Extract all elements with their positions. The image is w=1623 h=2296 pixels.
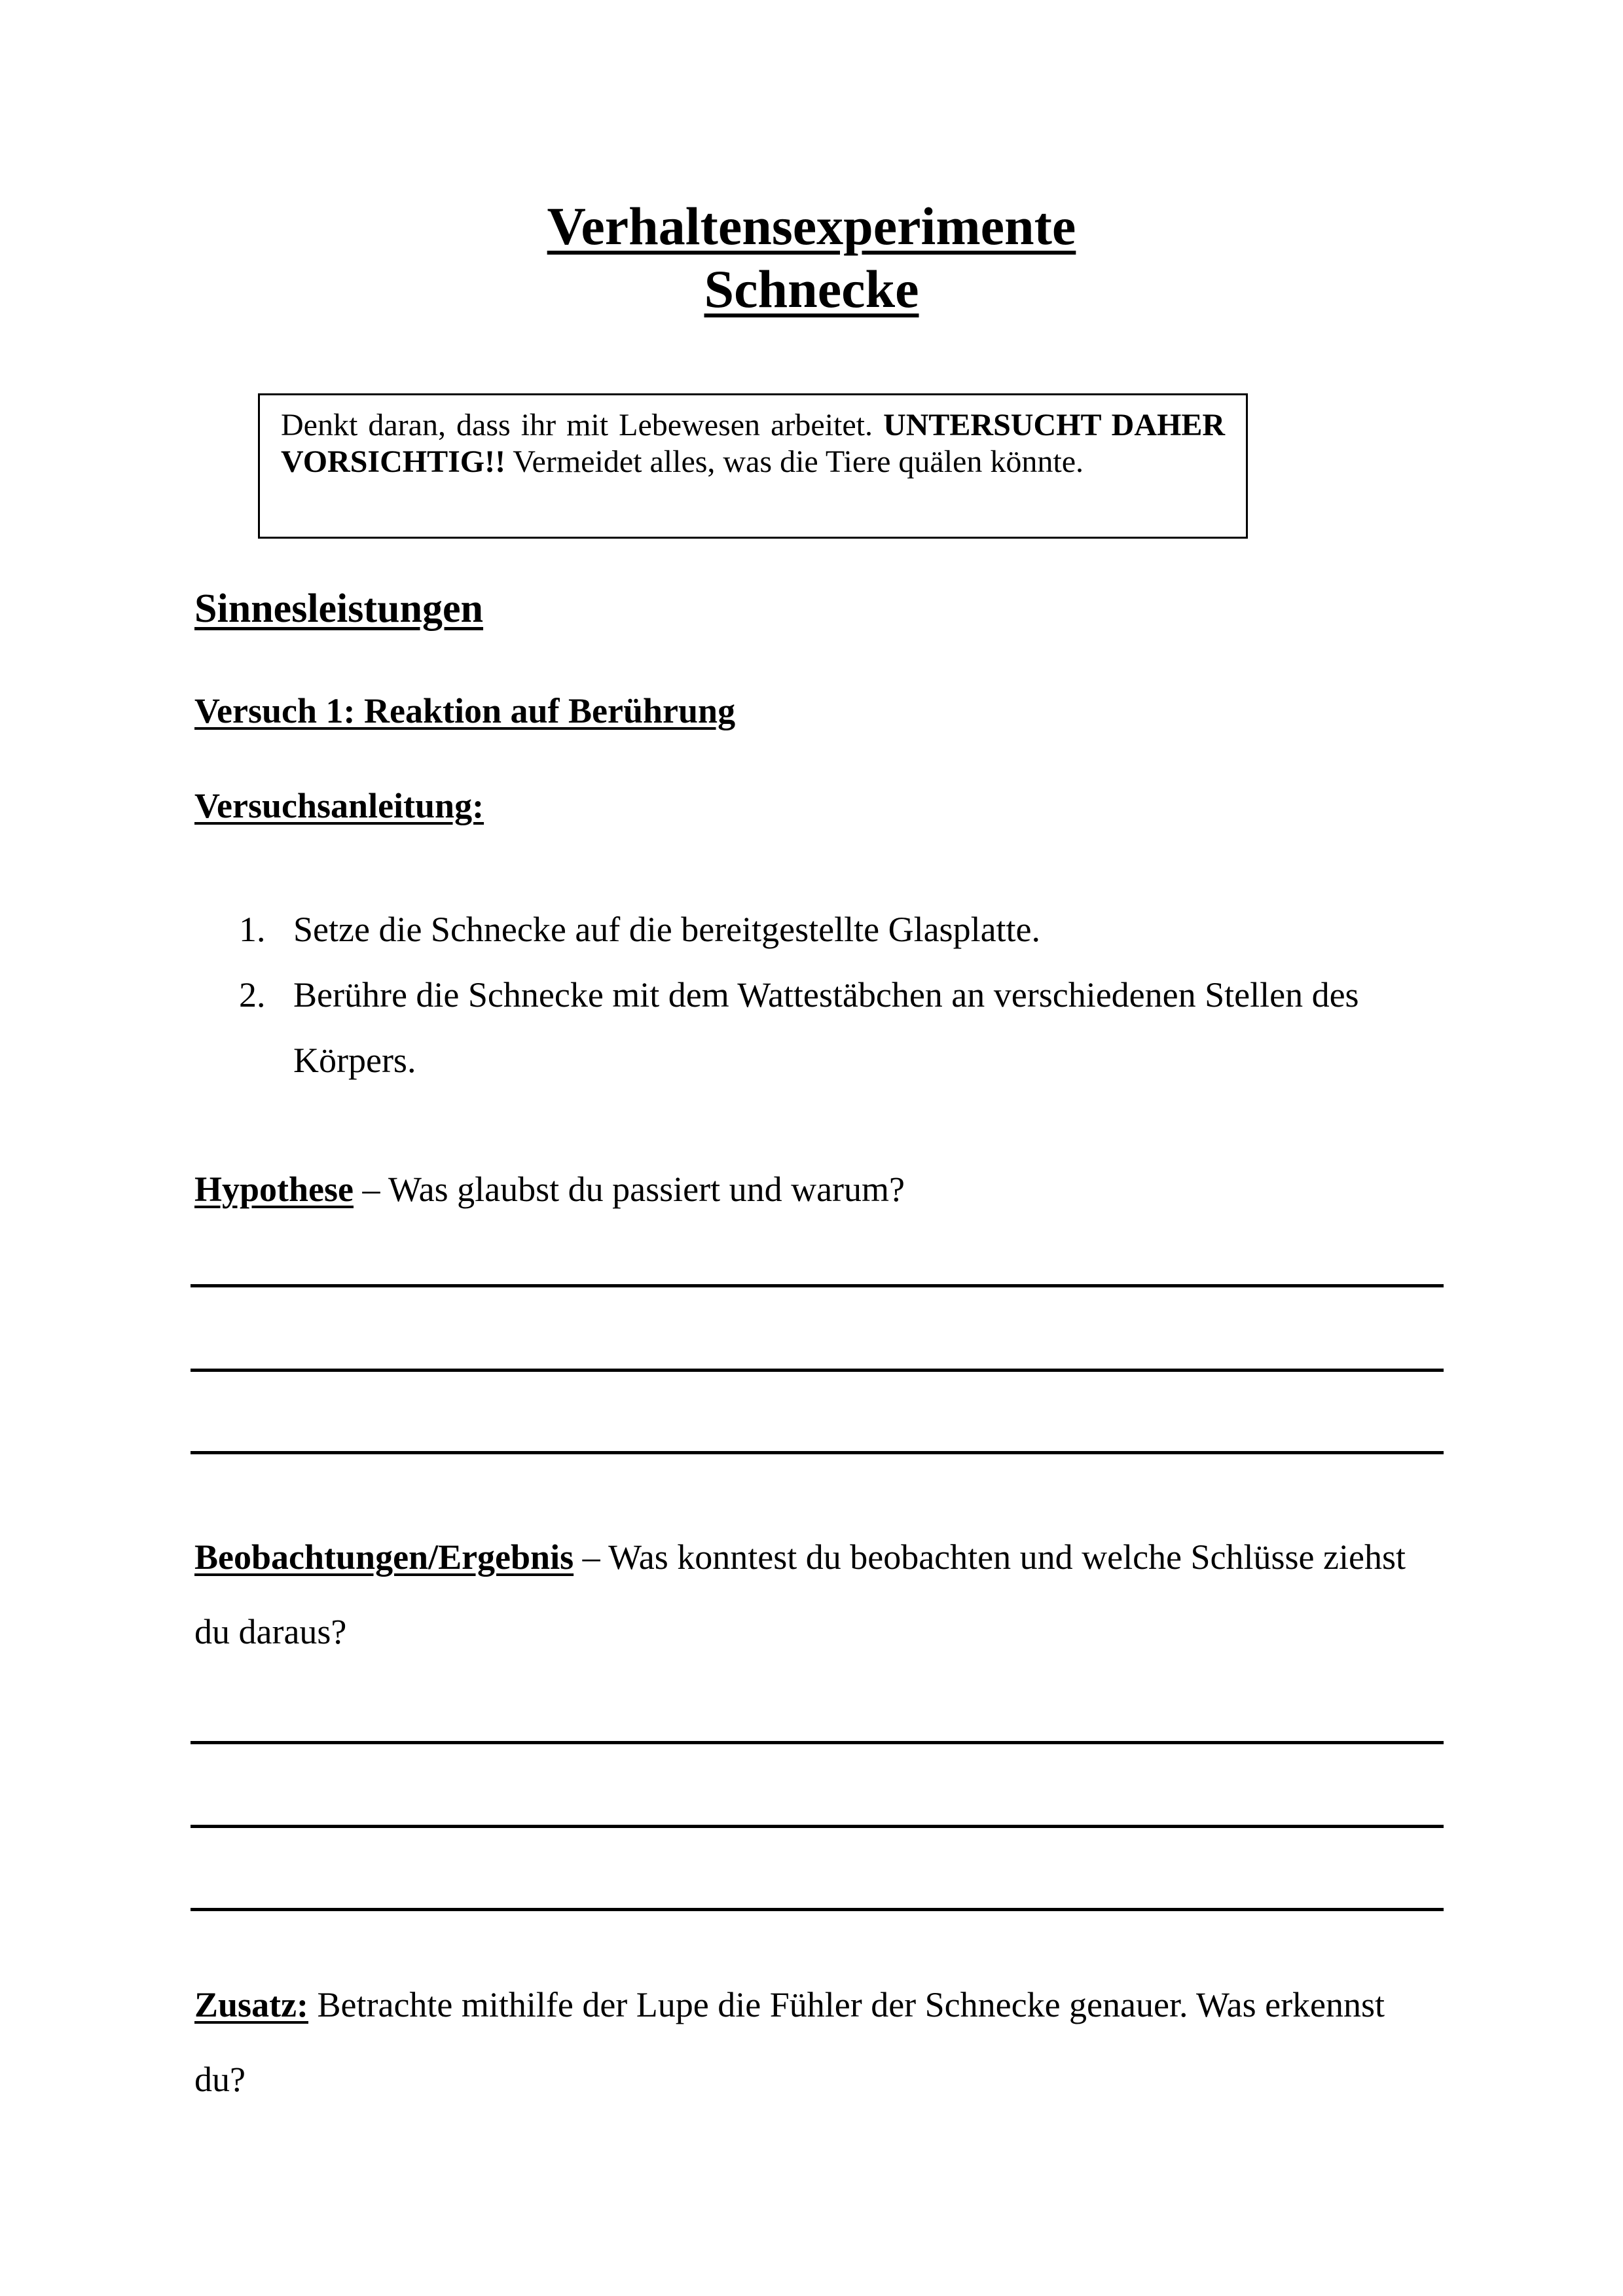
safety-notice-box bbox=[258, 393, 1248, 539]
notice-text-2: Vermeidet alles, was die Tiere quälen könnte. bbox=[505, 444, 1084, 479]
extra-task-prompt bbox=[194, 1967, 1438, 2117]
title-line-1: Verhaltensexperimente bbox=[547, 196, 1076, 256]
observations-answer-line-2[interactable] bbox=[191, 1825, 1444, 1828]
extra-label: Zusatz: bbox=[194, 1985, 308, 2024]
step-text: Berühre die Schnecke mit dem Wattestäbchen an verschiedenen Stellen des Körpers. bbox=[293, 975, 1359, 1080]
observations-text: – Was konntest du beobachten und welche Schlüsse ziehst du daraus? bbox=[194, 1537, 1406, 1651]
instructions-heading: Versuchsanleitung: bbox=[194, 786, 484, 825]
title-line-2: Schnecke bbox=[704, 259, 919, 319]
page-subtitle bbox=[0, 259, 1623, 319]
observations-prompt bbox=[194, 1520, 1438, 1669]
observations-answer-line-1[interactable] bbox=[191, 1741, 1444, 1744]
extra-text: Betrachte mithilfe der Lupe die Fühler der Schnecke genauer. Was erkennst du? bbox=[194, 1985, 1385, 2099]
instruction-steps bbox=[239, 897, 1483, 1093]
observations-label: Beobachtungen/Ergebnis bbox=[194, 1537, 574, 1577]
hypothesis-prompt bbox=[194, 1152, 1438, 1227]
page-title bbox=[0, 196, 1623, 257]
hypothesis-answer-line-1[interactable] bbox=[191, 1284, 1444, 1287]
step-number: 1. bbox=[239, 910, 266, 949]
notice-text-1: Denkt daran, dass ihr mit Lebewesen arbeitet. bbox=[281, 408, 884, 442]
instruction-step bbox=[239, 897, 1483, 962]
instruction-step bbox=[239, 962, 1483, 1093]
hypothesis-answer-line-2[interactable] bbox=[191, 1369, 1444, 1372]
section-heading: Sinnesleistungen bbox=[194, 586, 484, 631]
hypothesis-text: – Was glaubst du passiert und warum? bbox=[354, 1170, 905, 1209]
notice-text-bold: UNTERSUCHT DAHER VORSICHTIG!! bbox=[281, 408, 1225, 479]
hypothesis-answer-line-3[interactable] bbox=[191, 1451, 1444, 1454]
observations-answer-line-3[interactable] bbox=[191, 1908, 1444, 1911]
step-text: Setze die Schnecke auf die bereitgestellte Glasplatte. bbox=[293, 910, 1041, 949]
hypothesis-label: Hypothese bbox=[194, 1170, 354, 1209]
experiment-heading: Versuch 1: Reaktion auf Berührung bbox=[194, 691, 736, 730]
step-number: 2. bbox=[239, 975, 266, 1014]
